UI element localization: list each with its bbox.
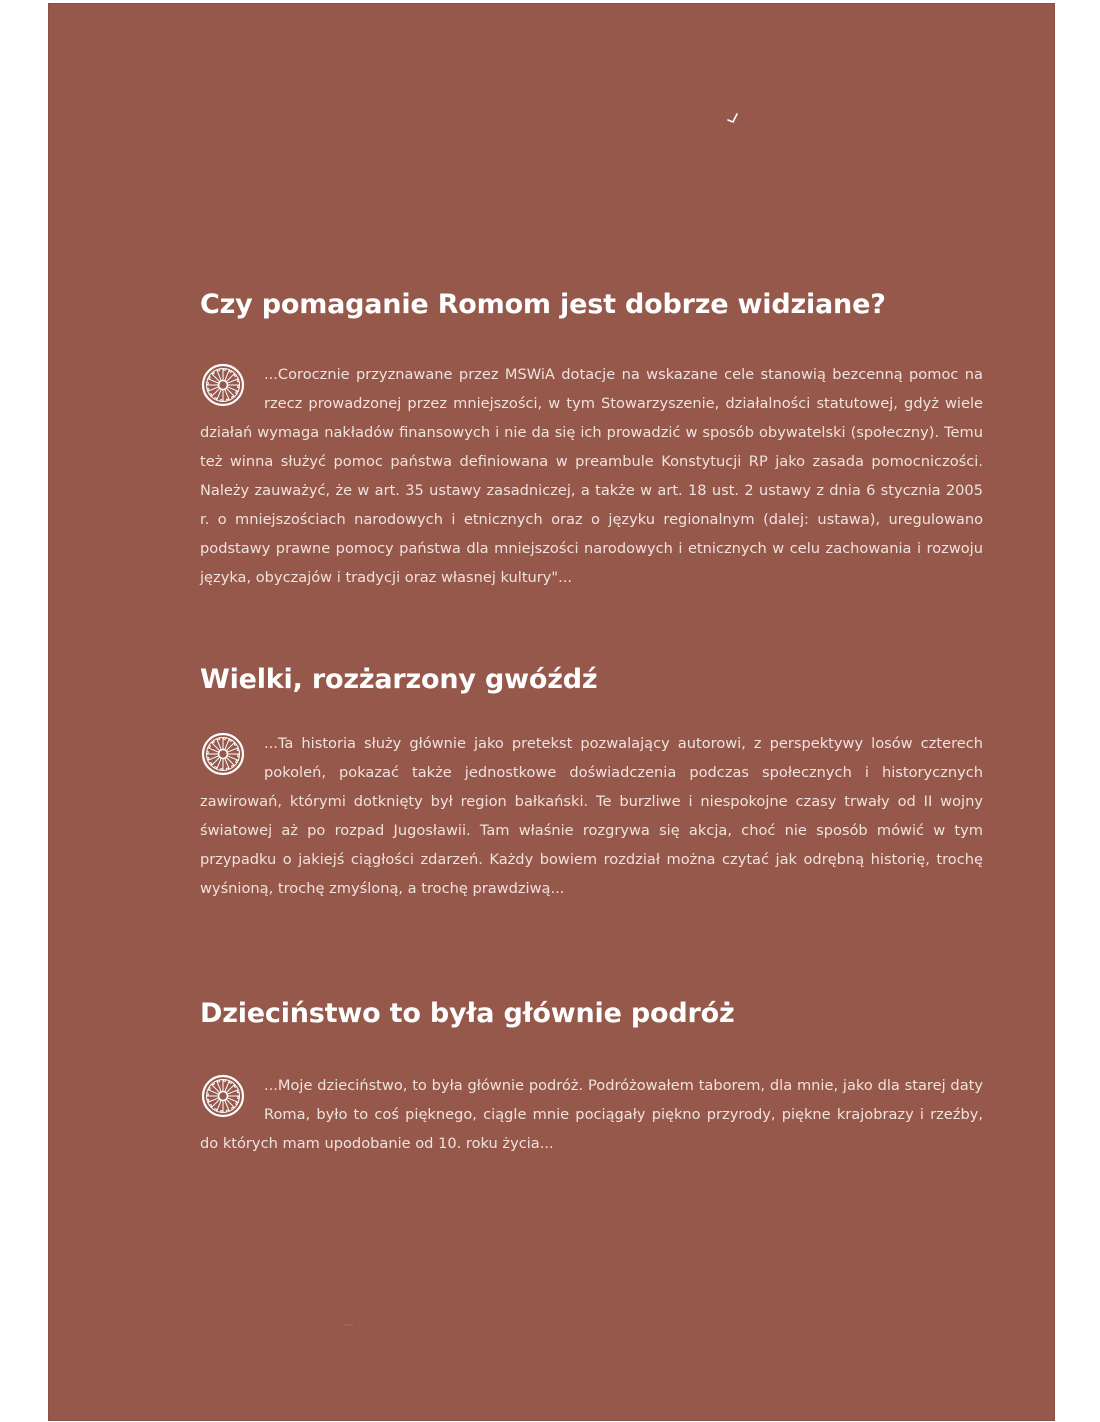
chakra-wheel-icon bbox=[200, 731, 246, 777]
chakra-wheel-icon bbox=[200, 362, 246, 408]
scan-speck bbox=[345, 1324, 353, 1326]
section-text: ...Ta historia służy głównie jako pretekst pozwalający autorowi, z perspektywy losów czterech pokoleń, pokazać także jednostkowe doświadczenia podczas społecznych i historycznych zawirowań, którymi dotknięty był region bałkański. Te burzliwe i niespokojne czasy trwały od II wojny światowej aż po rozpad Jugosławii. Tam właśnie rozgrywa się akcja, choć nie sposób mówić w tym przypadku o jakiejś ciągłości zdarzeń. Każdy bowiem rozdział można czytać jak odrębną historię, trochę wyśnioną, trochę zmyśloną, a trochę prawdziwą... bbox=[200, 735, 983, 897]
section-text: ...Corocznie przyznawane przez MSWiA dotacje na wskazane cele stanowią bezcenną pomoc na rzecz prowadzonej przez mniejszości, w tym Stowarzyszenie, działalności statutowej, gdyż wiele działań wymaga nakładów finansowych i nie da się ich prowadzić w sposób obywatelski (społeczny). Temu też winna służyć pomoc państwa definiowana w preambule Konstytucji RP jako zasada pomocniczości. Należy zauważyć, że w art. 35 ustawy zasadniczej, a także w art. 18 ust. 2 ustawy z dnia 6 stycznia 2005 r. o mniejszościach narodowych i etnicznych oraz o języku regionalnym (dalej: ustawa), uregulowano podstawy prawne pomocy państwa dla mniejszości narodowych i etnicznych w celu zachowania i rozwoju języka, obyczajów i tradycji oraz własnej kultury"... bbox=[200, 366, 983, 586]
pen-mark-icon bbox=[725, 108, 745, 128]
section-heading: Dzieciństwo to była głównie podróż bbox=[200, 998, 735, 1029]
section-heading: Wielki, rozżarzony gwóźdź bbox=[200, 664, 598, 695]
section-2 bbox=[200, 663, 983, 903]
chakra-wheel-icon bbox=[200, 1073, 246, 1119]
section-3 bbox=[200, 997, 983, 1158]
section-1 bbox=[200, 288, 983, 592]
section-heading: Czy pomaganie Romom jest dobrze widziane? bbox=[200, 289, 886, 320]
section-body bbox=[200, 1071, 983, 1158]
section-body bbox=[200, 729, 983, 903]
section-body bbox=[200, 360, 983, 592]
section-text: ...Moje dzieciństwo, to była głównie podróż. Podróżowałem taborem, dla mnie, jako dla starej daty Roma, było to coś pięknego, ciągle mnie pociągały piękno przyrody, piękne krajobrazy i rzeźby, do których mam upodobanie od 10. roku życia... bbox=[200, 1077, 983, 1152]
